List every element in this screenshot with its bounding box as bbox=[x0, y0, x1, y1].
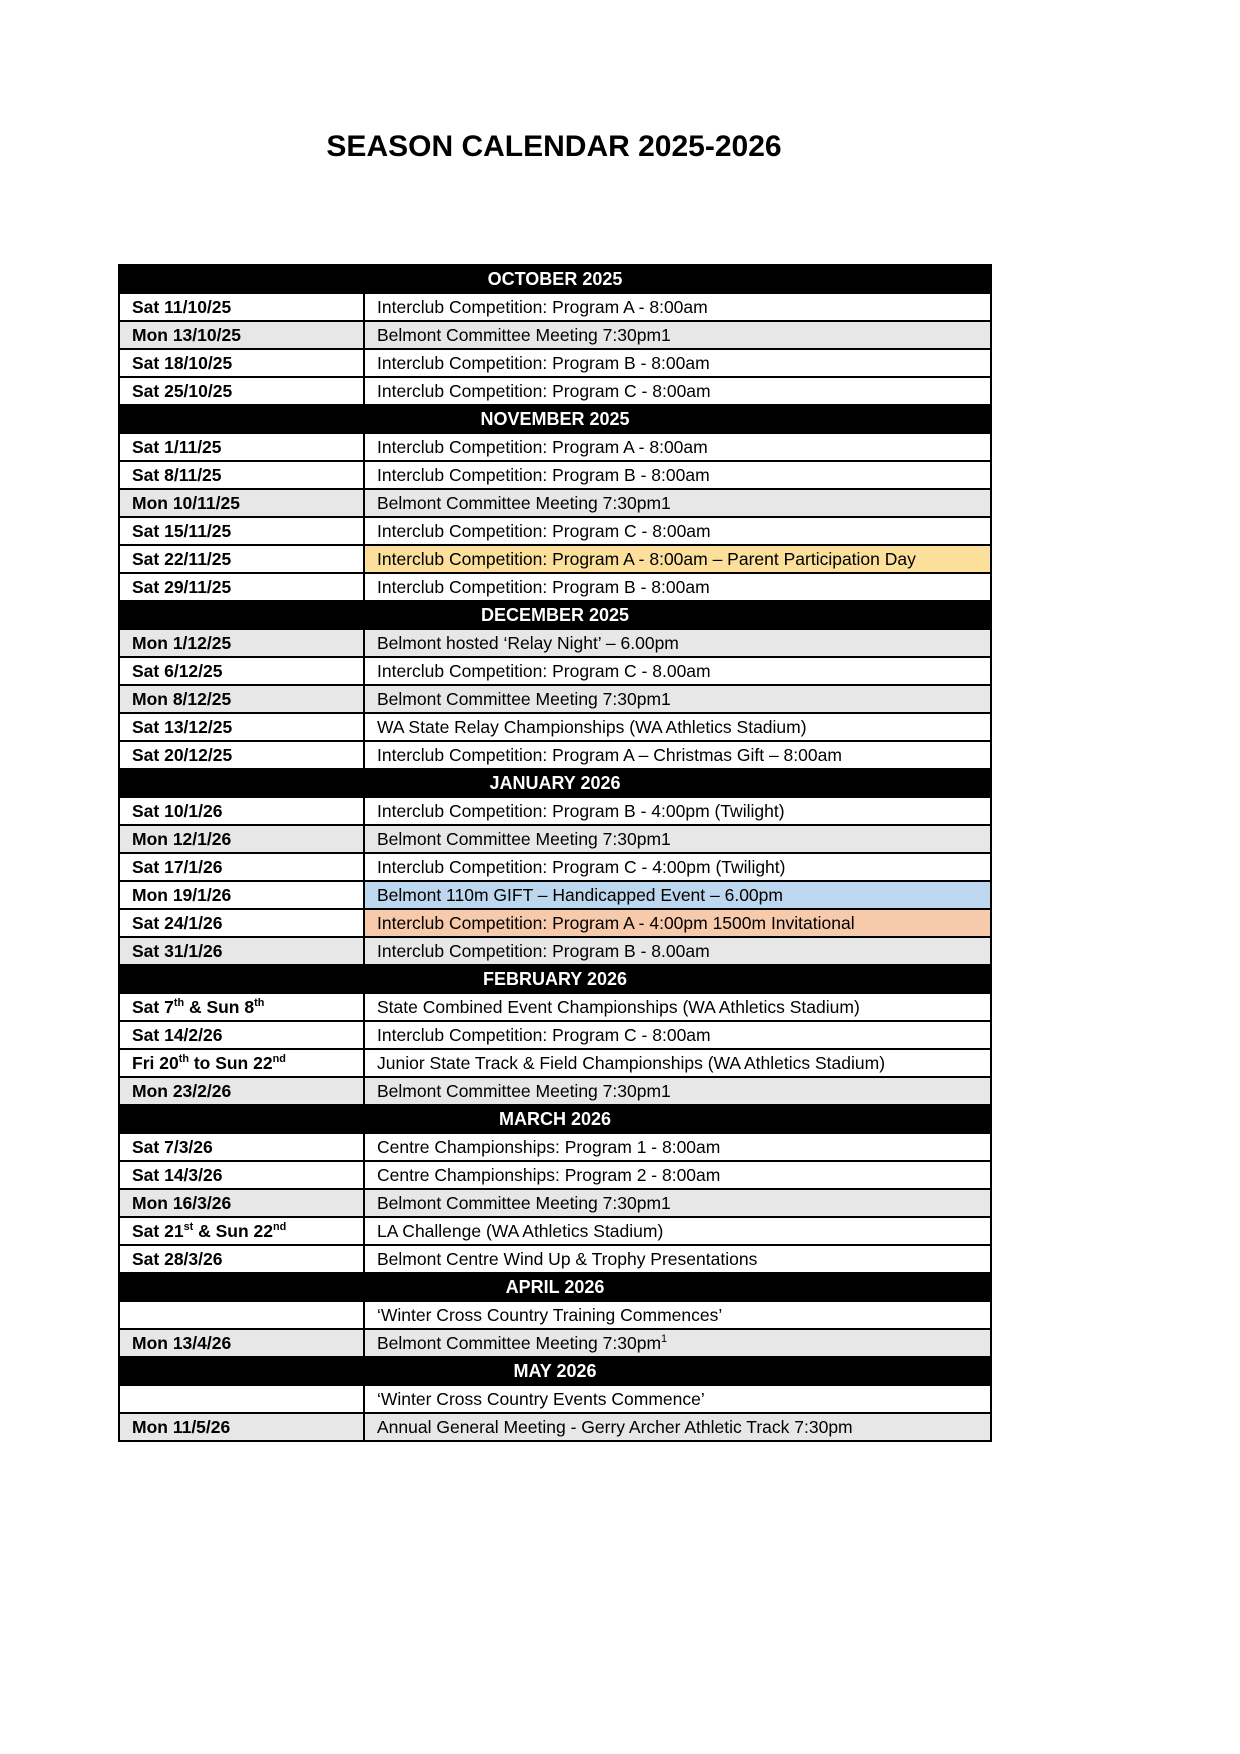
event-cell: State Combined Event Championships (WA Athletics Stadium) bbox=[364, 993, 991, 1021]
date-cell bbox=[119, 1049, 364, 1077]
event-cell: WA State Relay Championships (WA Athletics Stadium) bbox=[364, 713, 991, 741]
season-calendar-table bbox=[118, 264, 992, 1442]
calendar-row bbox=[119, 1049, 991, 1077]
text-segment: to Sun 22 bbox=[188, 1052, 273, 1073]
date-cell: Mon 1/12/25 bbox=[119, 629, 364, 657]
calendar-row bbox=[119, 629, 991, 657]
text-segment: Fri 20 bbox=[132, 1052, 179, 1073]
calendar-row bbox=[119, 1189, 991, 1217]
calendar-row bbox=[119, 937, 991, 965]
event-cell: Interclub Competition: Program B - 8:00am bbox=[364, 349, 991, 377]
month-header: OCTOBER 2025 bbox=[119, 265, 991, 293]
calendar-row bbox=[119, 1133, 991, 1161]
event-cell: Interclub Competition: Program B - 8.00am bbox=[364, 937, 991, 965]
calendar-row bbox=[119, 657, 991, 685]
event-cell: Belmont Centre Wind Up & Trophy Presentations bbox=[364, 1245, 991, 1273]
date-cell: Sat 31/1/26 bbox=[119, 937, 364, 965]
text-segment: Sat 7 bbox=[132, 996, 174, 1017]
date-cell bbox=[119, 993, 364, 1021]
calendar-row bbox=[119, 909, 991, 937]
date-cell bbox=[119, 1301, 364, 1329]
date-cell: Mon 13/4/26 bbox=[119, 1329, 364, 1357]
month-header-row bbox=[119, 405, 991, 433]
event-cell: Centre Championships: Program 2 - 8:00am bbox=[364, 1161, 991, 1189]
date-cell: Sat 15/11/25 bbox=[119, 517, 364, 545]
event-cell: Interclub Competition: Program C - 8:00am bbox=[364, 1021, 991, 1049]
ordinal-superscript: nd bbox=[272, 1220, 287, 1233]
calendar-row bbox=[119, 517, 991, 545]
month-header: FEBRUARY 2026 bbox=[119, 965, 991, 993]
event-cell: Interclub Competition: Program A - 8:00am bbox=[364, 433, 991, 461]
ordinal-superscript: th bbox=[254, 996, 265, 1009]
event-cell: Centre Championships: Program 1 - 8:00am bbox=[364, 1133, 991, 1161]
month-header: DECEMBER 2025 bbox=[119, 601, 991, 629]
month-header: JANUARY 2026 bbox=[119, 769, 991, 797]
date-cell: Sat 6/12/25 bbox=[119, 657, 364, 685]
event-cell: Interclub Competition: Program C - 8:00am bbox=[364, 377, 991, 405]
calendar-row bbox=[119, 713, 991, 741]
month-header-row bbox=[119, 1357, 991, 1385]
month-header-row bbox=[119, 1273, 991, 1301]
event-cell: Junior State Track & Field Championships (WA Athletics Stadium) bbox=[364, 1049, 991, 1077]
date-cell bbox=[119, 1385, 364, 1413]
date-cell: Mon 13/10/25 bbox=[119, 321, 364, 349]
event-cell: ‘Winter Cross Country Events Commence’ bbox=[364, 1385, 991, 1413]
event-cell: Belmont 110m GIFT – Handicapped Event – 6.00pm bbox=[364, 881, 991, 909]
calendar-row bbox=[119, 1413, 991, 1441]
calendar-row bbox=[119, 489, 991, 517]
calendar-row bbox=[119, 321, 991, 349]
calendar-row bbox=[119, 881, 991, 909]
month-header: APRIL 2026 bbox=[119, 1273, 991, 1301]
event-cell: Interclub Competition: Program B - 8:00am bbox=[364, 573, 991, 601]
date-cell: Sat 7/3/26 bbox=[119, 1133, 364, 1161]
event-cell: Belmont Committee Meeting 7:30pm1 bbox=[364, 685, 991, 713]
calendar-row bbox=[119, 573, 991, 601]
calendar-row bbox=[119, 853, 991, 881]
ordinal-superscript: 1 bbox=[661, 1332, 668, 1345]
event-cell: Belmont Committee Meeting 7:30pm1 bbox=[364, 1077, 991, 1105]
date-cell: Sat 13/12/25 bbox=[119, 713, 364, 741]
event-cell: Interclub Competition: Program A - 8:00am – Parent Participation Day bbox=[364, 545, 991, 573]
ordinal-superscript: nd bbox=[272, 1052, 286, 1065]
date-cell: Sat 25/10/25 bbox=[119, 377, 364, 405]
date-cell: Sat 20/12/25 bbox=[119, 741, 364, 769]
date-cell: Sat 29/11/25 bbox=[119, 573, 364, 601]
month-header: MARCH 2026 bbox=[119, 1105, 991, 1133]
calendar-row bbox=[119, 349, 991, 377]
date-cell: Sat 11/10/25 bbox=[119, 293, 364, 321]
calendar-row bbox=[119, 1077, 991, 1105]
date-cell: Mon 16/3/26 bbox=[119, 1189, 364, 1217]
event-cell: Belmont Committee Meeting 7:30pm1 bbox=[364, 489, 991, 517]
date-cell: Mon 19/1/26 bbox=[119, 881, 364, 909]
text-segment: & Sun 22 bbox=[193, 1220, 273, 1241]
date-cell: Mon 23/2/26 bbox=[119, 1077, 364, 1105]
text-segment: & Sun 8 bbox=[184, 996, 255, 1017]
calendar-row bbox=[119, 1329, 991, 1357]
month-header-row bbox=[119, 1105, 991, 1133]
event-cell: Belmont hosted ‘Relay Night’ – 6.00pm bbox=[364, 629, 991, 657]
text-segment: Belmont Committee Meeting 7:30pm bbox=[377, 1332, 662, 1353]
date-cell: Mon 10/11/25 bbox=[119, 489, 364, 517]
date-cell: Sat 18/10/25 bbox=[119, 349, 364, 377]
calendar-row bbox=[119, 433, 991, 461]
calendar-row bbox=[119, 293, 991, 321]
calendar-row bbox=[119, 993, 991, 1021]
calendar-body bbox=[119, 265, 991, 1441]
calendar-row bbox=[119, 1217, 991, 1245]
calendar-row bbox=[119, 545, 991, 573]
calendar-row bbox=[119, 377, 991, 405]
ordinal-superscript: th bbox=[178, 1052, 189, 1065]
date-cell: Mon 8/12/25 bbox=[119, 685, 364, 713]
month-header-row bbox=[119, 965, 991, 993]
calendar-row bbox=[119, 1385, 991, 1413]
event-cell: Interclub Competition: Program A - 4:00pm 1500m Invitational bbox=[364, 909, 991, 937]
date-cell: Sat 17/1/26 bbox=[119, 853, 364, 881]
calendar-row bbox=[119, 461, 991, 489]
calendar-row bbox=[119, 1245, 991, 1273]
date-cell bbox=[119, 1217, 364, 1245]
event-cell: Interclub Competition: Program B - 8:00am bbox=[364, 461, 991, 489]
event-cell: LA Challenge (WA Athletics Stadium) bbox=[364, 1217, 991, 1245]
event-cell: Interclub Competition: Program A - 8:00am bbox=[364, 293, 991, 321]
event-cell: Interclub Competition: Program B - 4:00pm (Twilight) bbox=[364, 797, 991, 825]
calendar-row bbox=[119, 1161, 991, 1189]
ordinal-superscript: th bbox=[173, 996, 185, 1009]
date-cell: Sat 22/11/25 bbox=[119, 545, 364, 573]
event-cell: Interclub Competition: Program C - 8.00am bbox=[364, 657, 991, 685]
ordinal-superscript: st bbox=[183, 1220, 194, 1233]
date-cell: Sat 28/3/26 bbox=[119, 1245, 364, 1273]
month-header: NOVEMBER 2025 bbox=[119, 405, 991, 433]
calendar-row bbox=[119, 825, 991, 853]
event-cell: ‘Winter Cross Country Training Commences’ bbox=[364, 1301, 991, 1329]
event-cell: Annual General Meeting - Gerry Archer Athletic Track 7:30pm bbox=[364, 1413, 991, 1441]
date-cell: Sat 24/1/26 bbox=[119, 909, 364, 937]
month-header-row bbox=[119, 769, 991, 797]
date-cell: Sat 14/2/26 bbox=[119, 1021, 364, 1049]
date-cell: Sat 1/11/25 bbox=[119, 433, 364, 461]
date-cell: Mon 11/5/26 bbox=[119, 1413, 364, 1441]
date-cell: Sat 8/11/25 bbox=[119, 461, 364, 489]
calendar-row bbox=[119, 685, 991, 713]
event-cell bbox=[364, 1329, 991, 1357]
event-cell: Interclub Competition: Program C - 4:00pm (Twilight) bbox=[364, 853, 991, 881]
calendar-row bbox=[119, 741, 991, 769]
event-cell: Interclub Competition: Program C - 8:00am bbox=[364, 517, 991, 545]
event-cell: Interclub Competition: Program A – Christmas Gift – 8:00am bbox=[364, 741, 991, 769]
text-segment: Sat 21 bbox=[132, 1220, 184, 1241]
page-title: SEASON CALENDAR 2025-2026 bbox=[326, 130, 782, 163]
calendar-row bbox=[119, 1021, 991, 1049]
date-cell: Mon 12/1/26 bbox=[119, 825, 364, 853]
date-cell: Sat 10/1/26 bbox=[119, 797, 364, 825]
calendar-row bbox=[119, 797, 991, 825]
month-header: MAY 2026 bbox=[119, 1357, 991, 1385]
date-cell: Sat 14/3/26 bbox=[119, 1161, 364, 1189]
month-header-row bbox=[119, 601, 991, 629]
month-header-row bbox=[119, 265, 991, 293]
event-cell: Belmont Committee Meeting 7:30pm1 bbox=[364, 1189, 991, 1217]
event-cell: Belmont Committee Meeting 7:30pm1 bbox=[364, 321, 991, 349]
calendar-row bbox=[119, 1301, 991, 1329]
event-cell: Belmont Committee Meeting 7:30pm1 bbox=[364, 825, 991, 853]
